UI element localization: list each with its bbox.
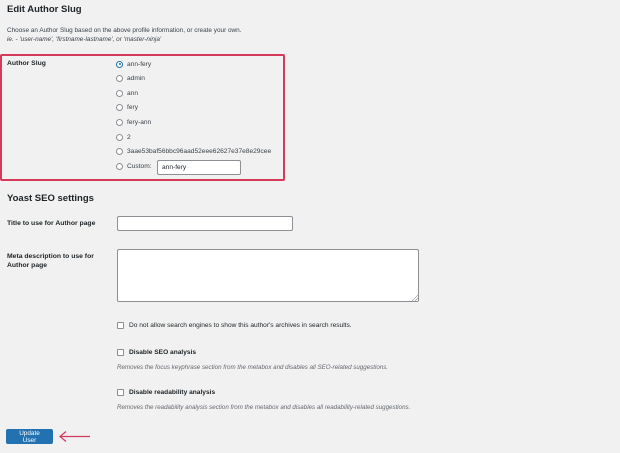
disable-seo-option[interactable] [117,349,196,356]
slug-option-custom[interactable] [116,161,152,171]
noindex-author-checkbox[interactable] [117,322,124,329]
radio-button[interactable] [116,104,123,111]
slug-option-label: 3aae53baf56bbc96aad52eee62627e37e8e29cee [127,148,272,156]
resize-grip-icon[interactable] [412,295,418,301]
author-slug-description: Choose an Author Slug based on the above profile information, or create your own. [7,27,242,34]
disable-readability-checkbox[interactable] [117,389,124,396]
author-slug-heading: Edit Author Slug [7,4,82,15]
meta-description-label [7,252,94,270]
slug-option-admin[interactable] [116,74,145,84]
author-slug-example: ie. - 'user-name', 'firstname-lastname', or 'master-ninja' [7,36,162,43]
slug-option-hash[interactable] [116,147,271,157]
radio-button[interactable] [116,61,123,68]
slug-option-label: admin [127,75,145,83]
disable-seo-checkbox[interactable] [117,349,124,356]
disable-seo-label: Disable SEO analysis [129,349,197,356]
radio-button[interactable] [116,163,123,170]
noindex-author-option[interactable] [117,322,352,329]
yoast-heading: Yoast SEO settings [7,193,94,204]
update-user-button[interactable]: Update User [6,429,53,444]
slug-option-fery-ann[interactable] [116,117,151,127]
slug-option-label: ann-fery [127,60,152,68]
slug-option-label: fery-ann [127,118,152,126]
disable-readability-label: Disable readability analysis [129,389,216,396]
slug-option-ann[interactable] [116,88,138,98]
author-title-input[interactable] [117,216,293,231]
slug-option-label: fery [127,104,138,112]
arrow-left-icon [58,430,92,443]
radio-button[interactable] [116,148,123,155]
radio-button[interactable] [116,134,123,141]
slug-option-label: ann [127,89,139,97]
radio-button[interactable] [116,119,123,126]
disable-readability-description: Removes the readability analysis section from the metabox and disables all readability-related suggestions. [117,404,411,411]
disable-readability-option[interactable] [117,389,215,396]
author-slug-label: Author Slug [7,60,46,67]
noindex-author-label: Do not allow search engines to show this author's archives in search results. [129,322,352,329]
author-title-label: Title to use for Author page [7,220,96,227]
slug-option-2[interactable] [116,132,131,142]
disable-seo-description: Removes the focus keyphrase section from the metabox and disables all SEO-related suggestions. [117,364,389,371]
meta-description-label-line2: Author page [7,262,48,269]
radio-button[interactable] [116,90,123,97]
slug-option-label: 2 [127,133,131,141]
meta-description-textarea[interactable] [117,249,419,302]
meta-description-label-line1: Meta description to use for [7,253,94,260]
radio-button[interactable] [116,75,123,82]
slug-option-fery[interactable] [116,103,138,113]
custom-label: Custom: [127,162,152,170]
slug-option-ann-fery[interactable] [116,59,151,69]
custom-slug-input[interactable] [157,160,241,175]
